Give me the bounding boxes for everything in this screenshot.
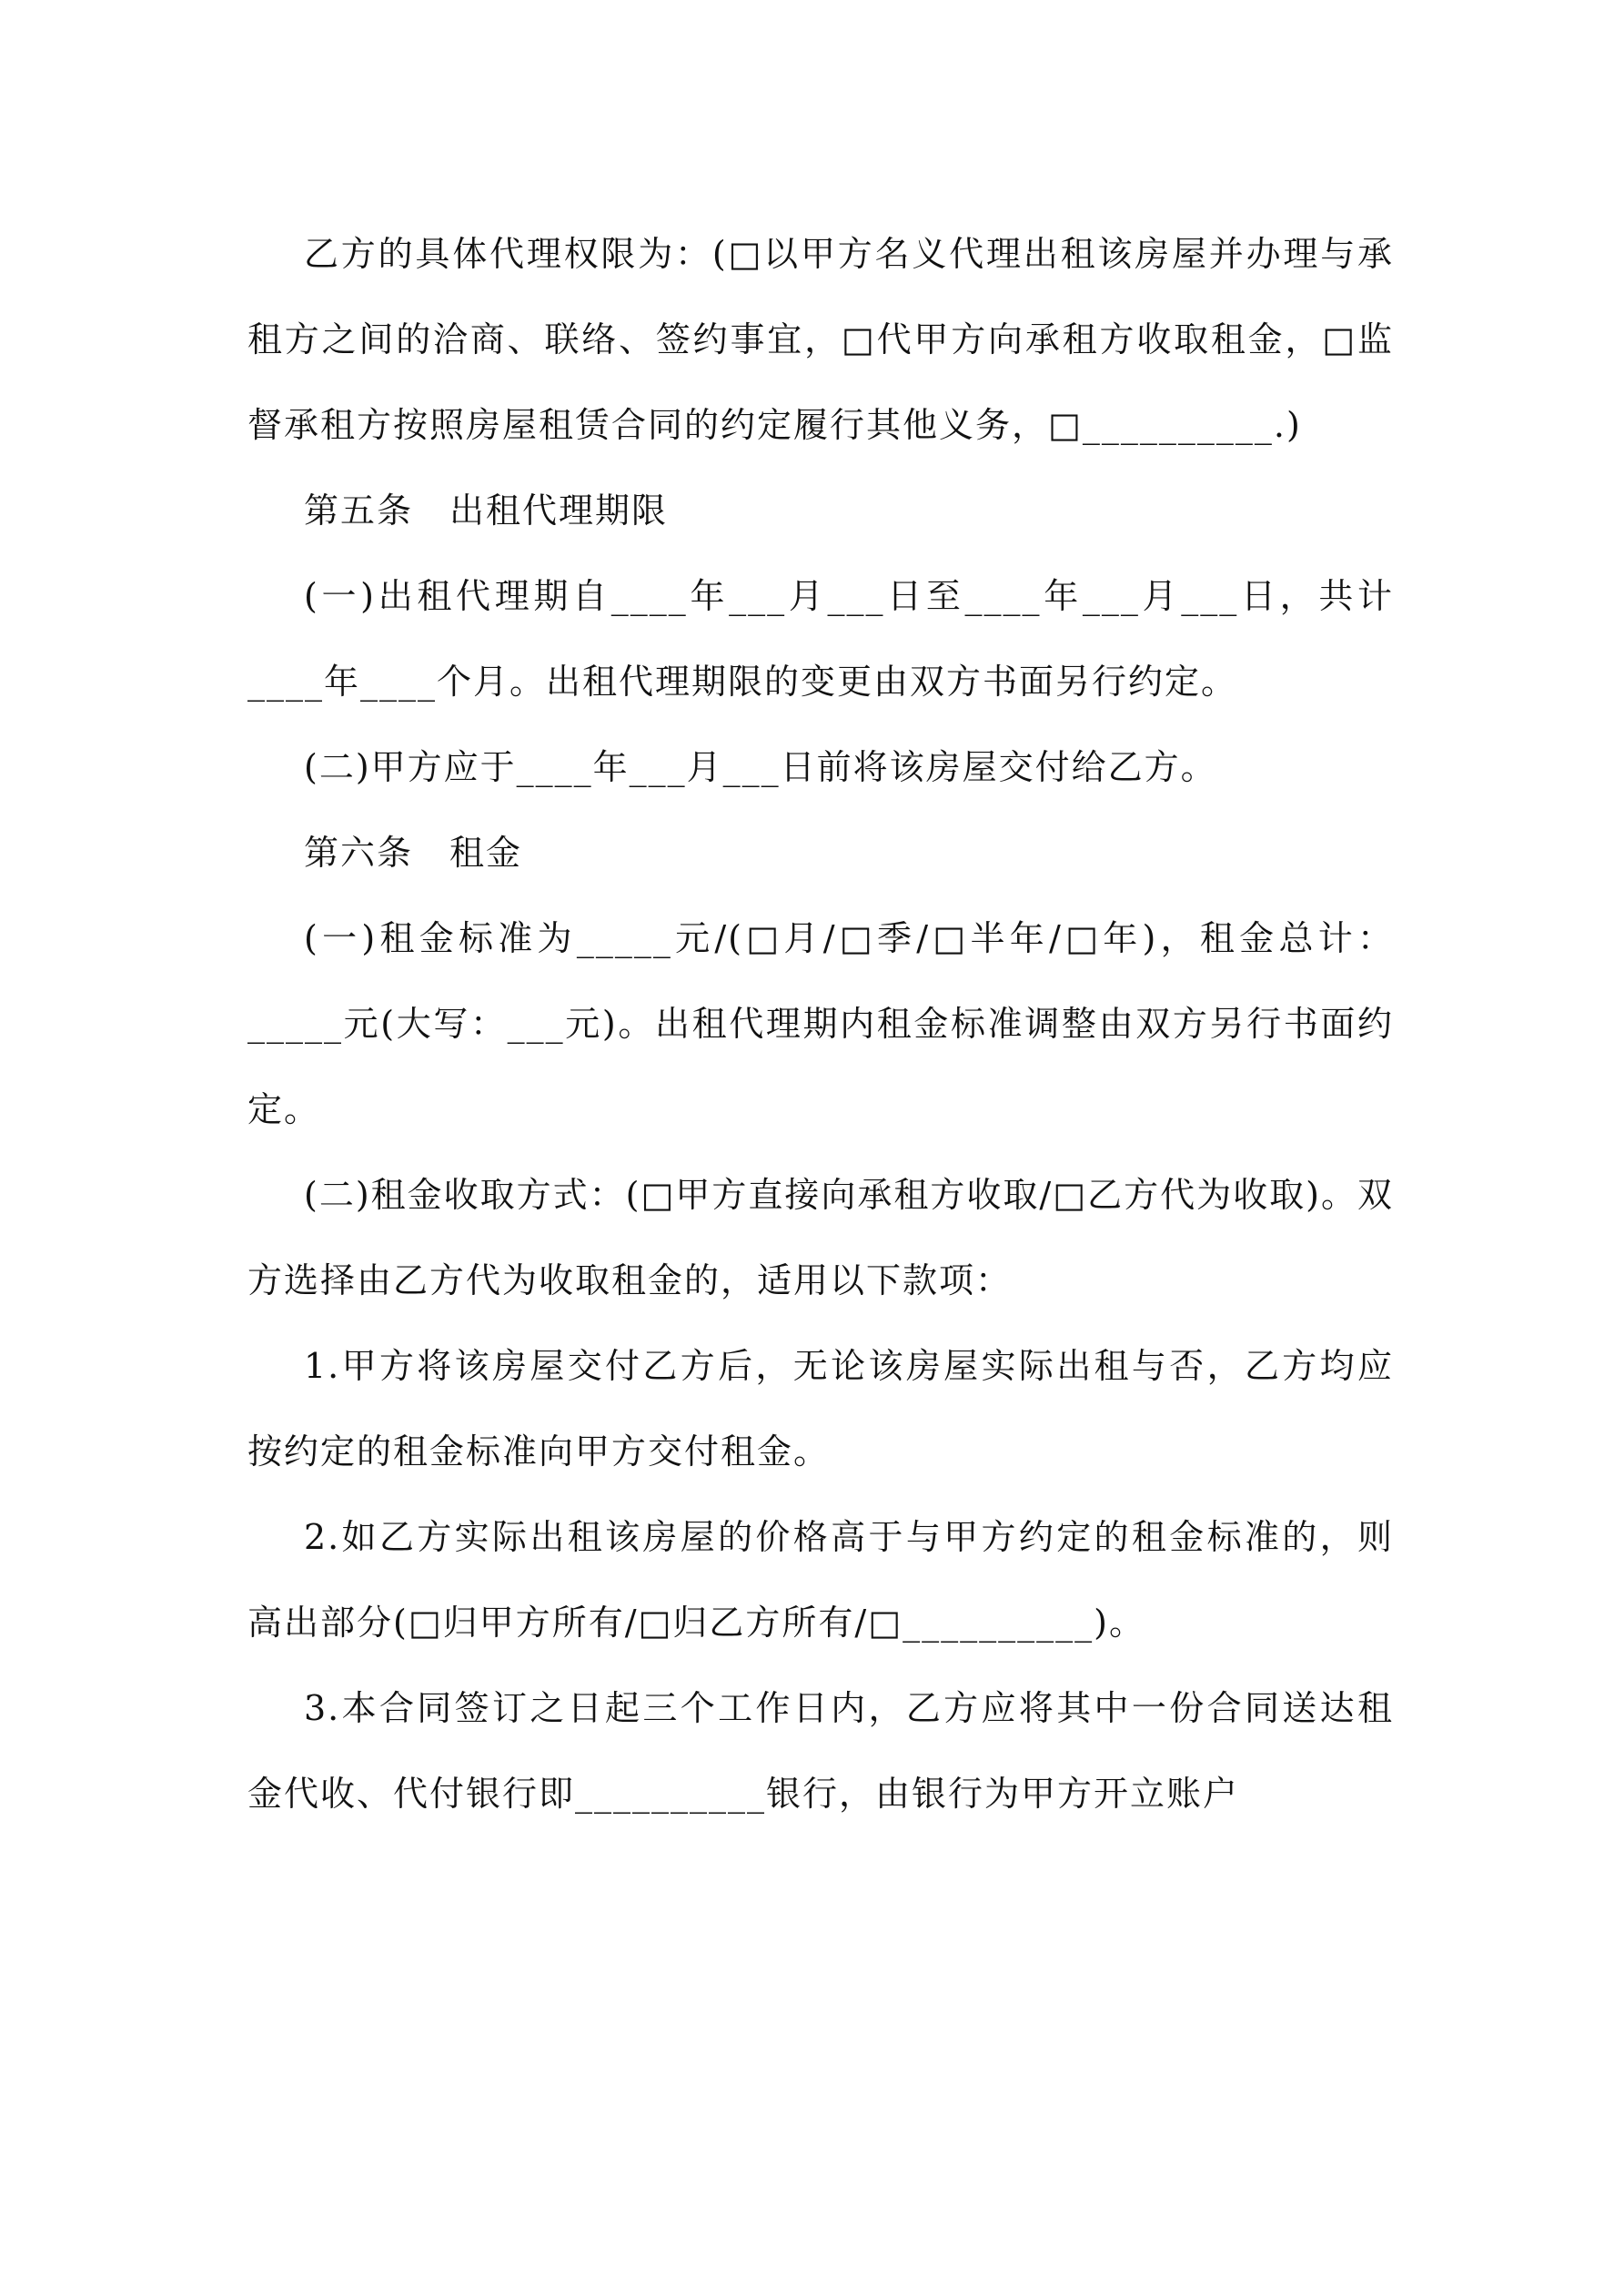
paragraph-article-6-2-item-3: 3.本合同签订之日起三个工作日内，乙方应将其中一份合同送达租金代收、代付银行即__________银行，由银行为甲方开立账户 <box>247 1688 1394 1814</box>
paragraph-article-5-2: (二)甲方应于____年___月___日前将该房屋交付给乙方。 <box>304 747 1217 787</box>
paragraph-article-6-2-item-2: 2.如乙方实际出租该房屋的价格高于与甲方约定的租金标准的，则高出部分(□归甲方所有/□归乙方所有/□__________)。 <box>247 1517 1394 1643</box>
paragraph-agency-scope: 乙方的具体代理权限为：(□以甲方名义代理出租该房屋并办理与承租方之间的洽商、联络、签约事宜，□代甲方向承租方收取租金，□监督承租方按照房屋租赁合同的约定履行其他义务，□__________.) <box>247 234 1394 445</box>
paragraph-article-5-1: (一)出租代理期自____年___月___日至____年___月___日，共计____年____个月。出租代理期限的变更由双方书面另行约定。 <box>247 576 1394 702</box>
article-6-heading: 第六条 租金 <box>304 833 523 873</box>
article-5-heading: 第五条 出租代理期限 <box>304 491 669 531</box>
paragraph-article-6-2-item-1: 1.甲方将该房屋交付乙方后，无论该房屋实际出租与否，乙方均应按约定的租金标准向甲方交付租金。 <box>247 1346 1394 1472</box>
paragraph-article-6-2: (二)租金收取方式：(□甲方直接向承租方收取/□乙方代为收取)。双方选择由乙方代为收取租金的，适用以下款项： <box>247 1175 1394 1300</box>
document-body <box>247 211 1394 1836</box>
paragraph-article-6-1: (一)租金标准为_____元/(□月/□季/□半年/□年)，租金总计：_____元(大写：___元)。出租代理期内租金标准调整由双方另行书面约定。 <box>247 918 1394 1129</box>
